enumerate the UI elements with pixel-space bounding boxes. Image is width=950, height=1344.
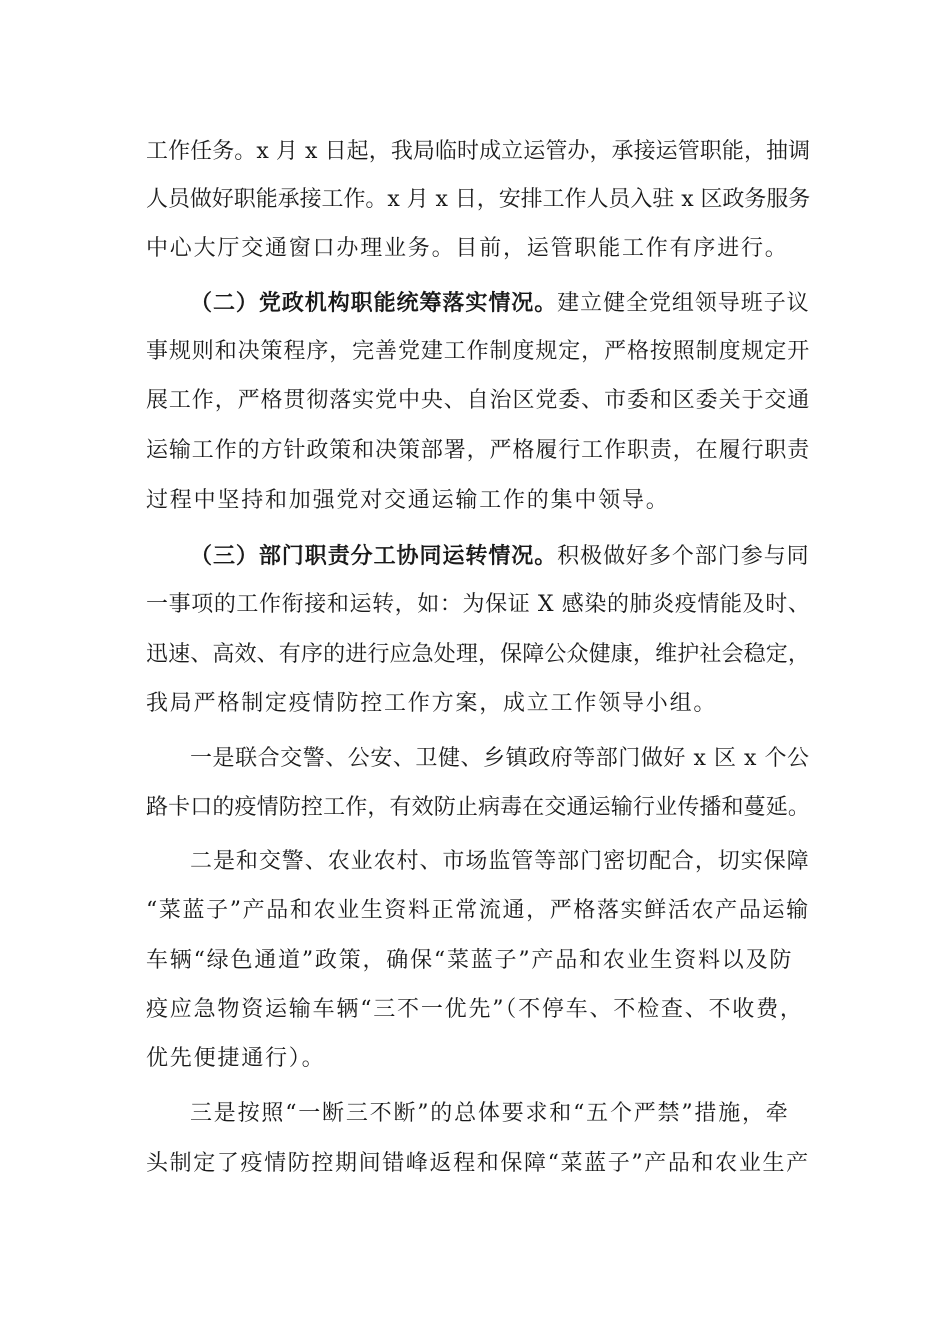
body-line: 中心大厅交通窗口办理业务。目前，运管职能工作有序进行。 <box>146 236 789 261</box>
section-heading: （三）部门职责分工协同运转情况。 <box>190 544 558 569</box>
paragraph-first-line: 三是按照“一断三不断”的总体要求和“五个严禁”措施，牵 <box>190 1101 790 1126</box>
body-line: 车辆“绿色通道”政策，确保“菜蓝子”产品和农业生资料以及防 <box>146 948 794 973</box>
section-heading: （二）党政机构职能统筹落实情况。 <box>190 291 558 316</box>
body-line: 迅速、高效、有序的进行应急处理，保障公众健康，维护社会稳定， <box>146 642 811 667</box>
body-line: “菜蓝子”产品和农业生资料正常流通，严格落实鲜活农产品运输 <box>146 898 810 923</box>
paragraph-first-line: 二是和交警、农业农村、市场监管等部门密切配合，切实保障 <box>190 849 810 874</box>
body-line: 头制定了疫情防控期间错峰返程和保障“菜蓝子”产品和农业生产 <box>146 1151 810 1176</box>
body-line: 过程中坚持和加强党对交通运输工作的集中领导。 <box>146 488 670 513</box>
body-line: 人员做好职能承接工作。x 月 x 日，安排工作人员入驻 x 区政务服务 <box>146 187 811 212</box>
body-line: 疫应急物资运输车辆“三不一优先”（不停车、不检查、不收费， <box>146 997 804 1022</box>
body-line: 一事项的工作衔接和运转，如：为保证 X 感染的肺炎疫情能及时、 <box>146 592 811 617</box>
paragraph-first-line: 一是联合交警、公安、卫健、乡镇政府等部门做好 x 区 x 个公 <box>190 746 810 771</box>
body-line: 事规则和决策程序，完善党建工作制度规定，严格按照制度规定开 <box>146 339 811 364</box>
body-line: 运输工作的方针政策和决策部署，严格履行工作职责，在履行职责 <box>146 438 811 463</box>
section-three-first-line: （三）部门职责分工协同运转情况。积极做好多个部门参与同 <box>190 544 810 569</box>
section-two-first-line: （二）党政机构职能统筹落实情况。建立健全党组领导班子议 <box>190 291 810 316</box>
body-line: 路卡口的疫情防控工作，有效防止病毒在交通运输行业传播和蔓延。 <box>146 795 811 820</box>
body-line: 工作任务。x 月 x 日起，我局临时成立运管办，承接运管职能，抽调 <box>146 139 811 164</box>
body-line: 优先便捷通行）。 <box>146 1046 326 1071</box>
body-line: 展工作，严格贯彻落实党中央、自治区党委、市委和区委关于交通 <box>146 388 811 413</box>
body-line: 我局严格制定疫情防控工作方案，成立工作领导小组。 <box>146 691 718 716</box>
